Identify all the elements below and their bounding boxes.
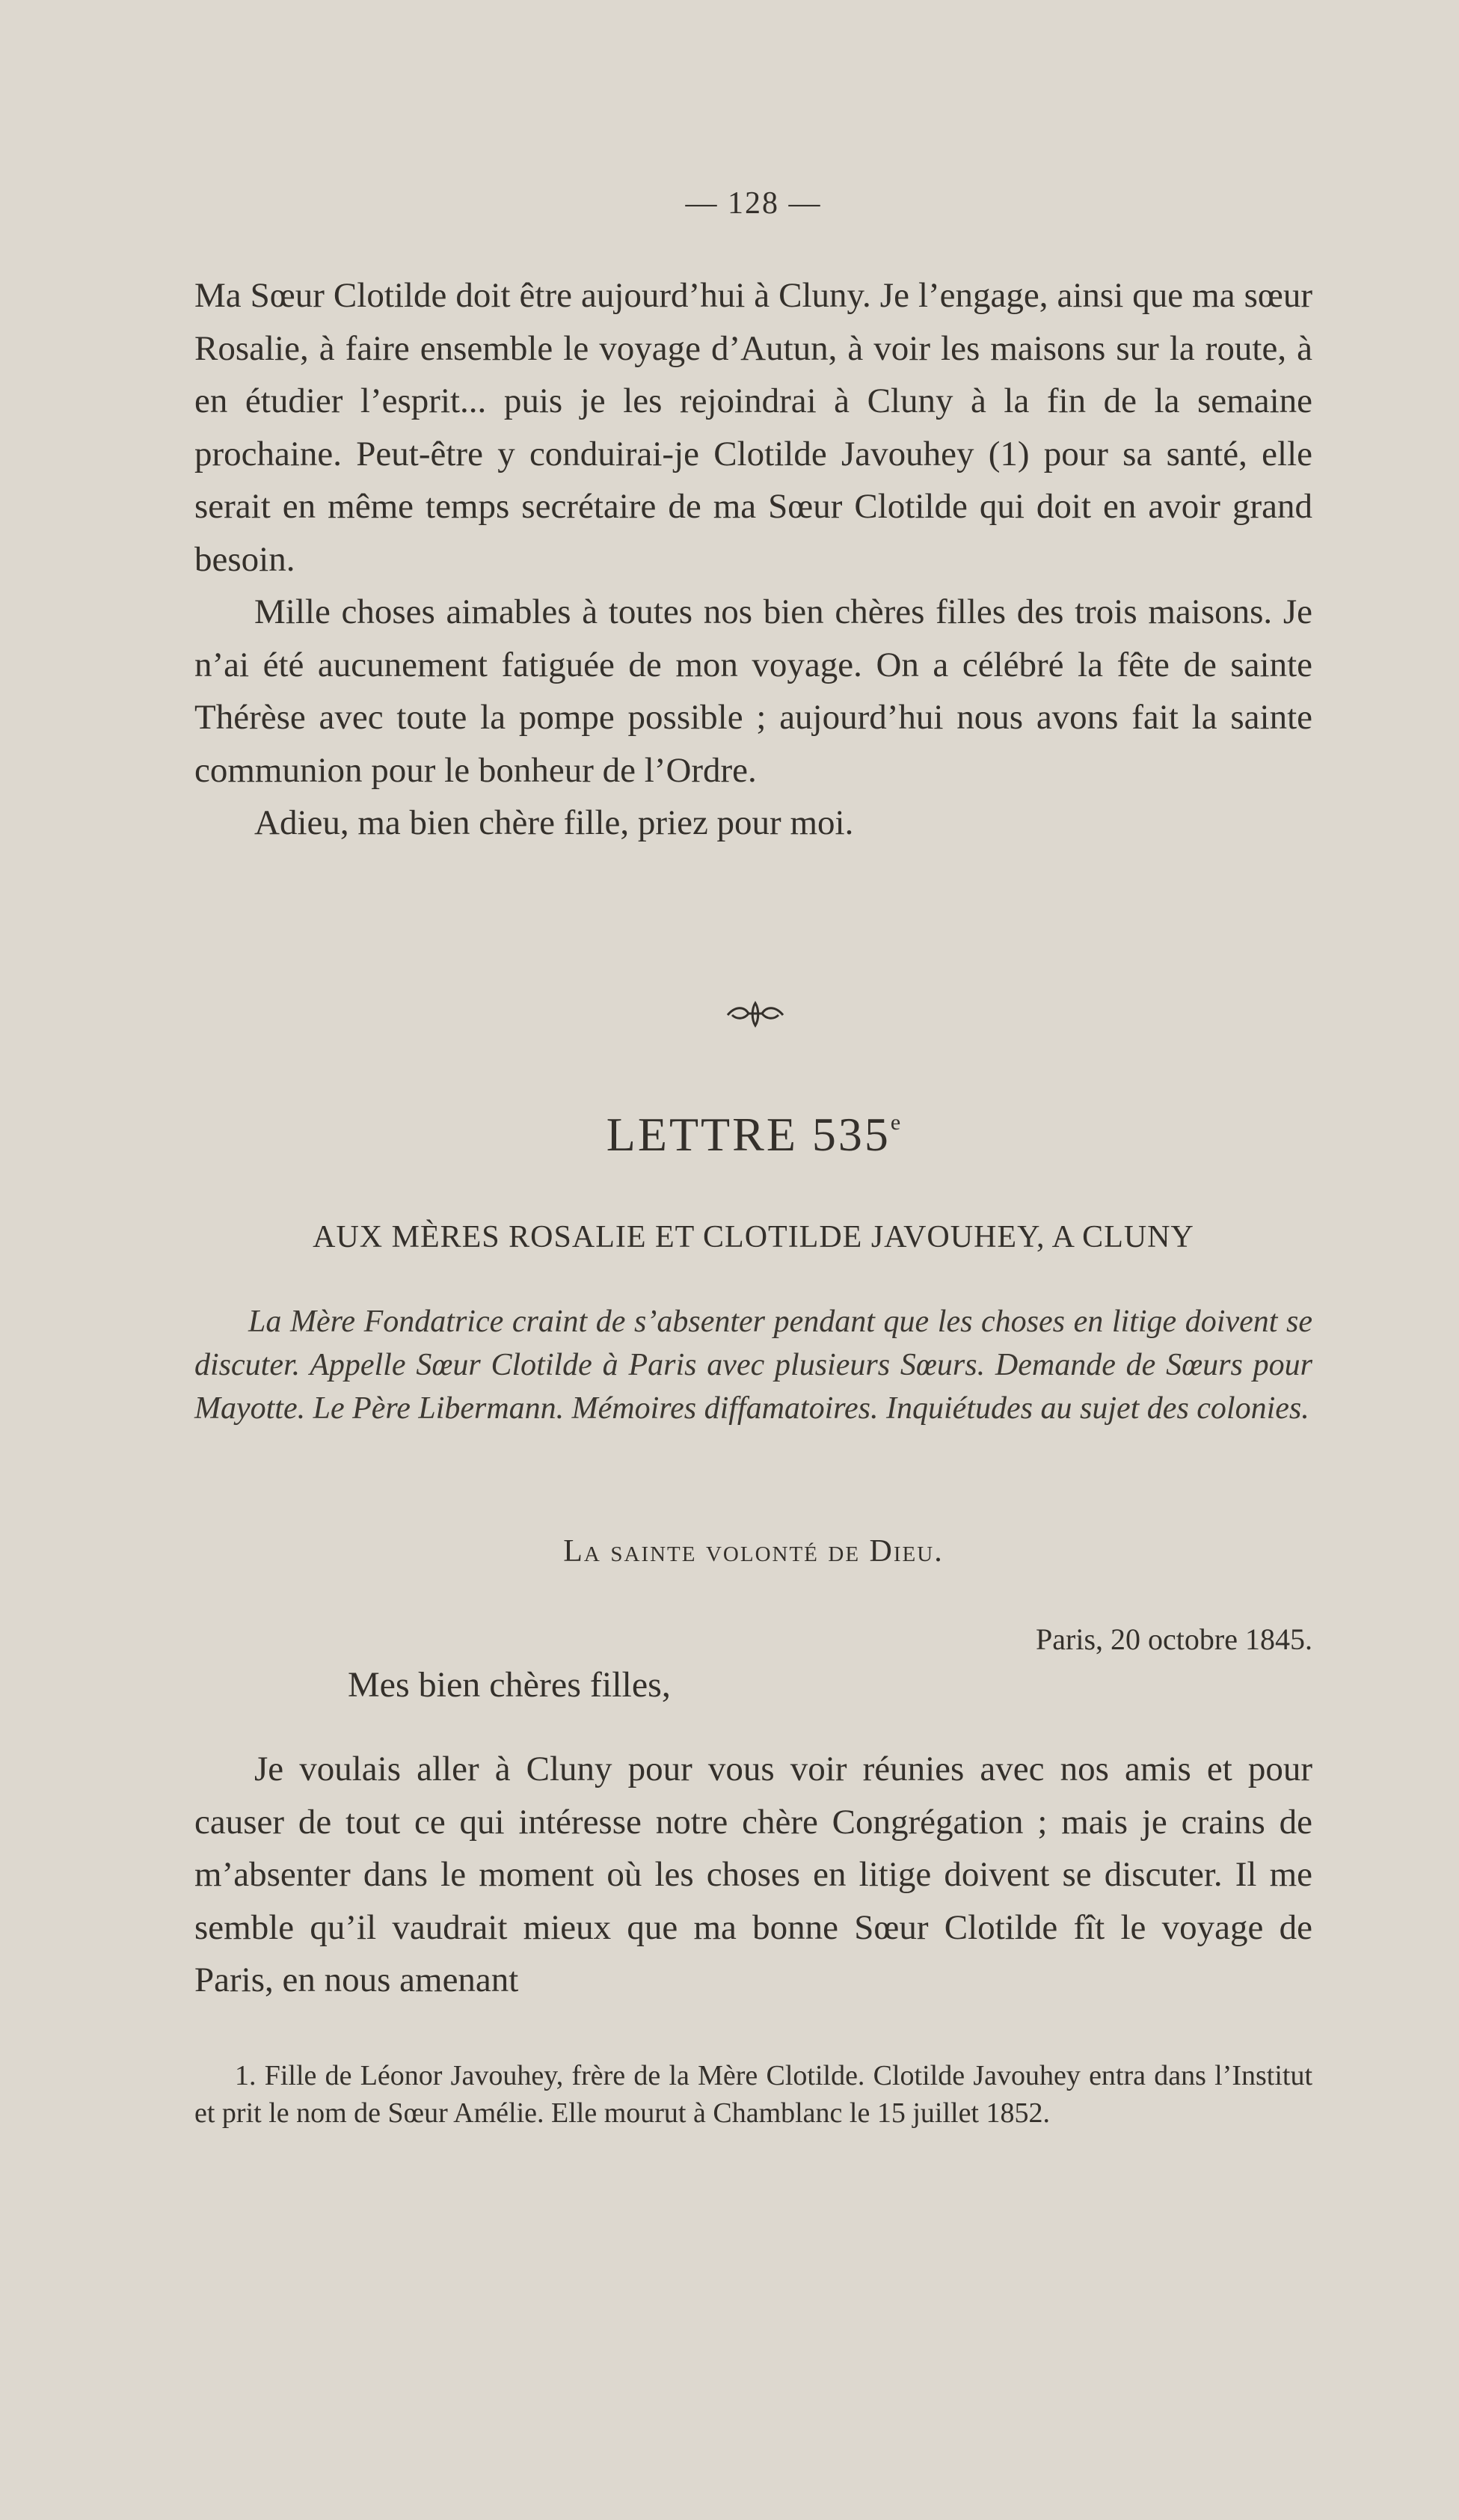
letter-title-superscript: e bbox=[890, 1110, 901, 1135]
paragraph: Mille choses aimables à toutes nos bien chères filles des trois maisons. Je n’ai été aucunement fatiguée de mon voyage. On a célébré la fête de sainte Thérèse avec toute la pompe possible ; aujourd’hui nous avons fait la sainte communion pour le bonheur de l’Ordre. bbox=[194, 592, 1312, 790]
paragraph: Je voulais aller à Cluny pour vous voir réunies avec nos amis et pour causer de tout ce qui intéresse notre chère Congrégation ; mais je crains de m’absenter dans le moment où les choses en litige doivent se discuter. Il me semble qu’il vaudrait mieux que ma bonne Sœur Clotilde fît le voyage de Paris, en nous amenant bbox=[194, 1750, 1312, 1999]
ornament-fleuron-icon bbox=[722, 999, 789, 1028]
page-number: — 128 — bbox=[685, 186, 822, 221]
letter-salutation: Mes bien chères filles, bbox=[348, 1665, 671, 1705]
paragraph: Ma Sœur Clotilde doit être aujourd’hui à Cluny. Je l’engage, ainsi que ma sœur Rosalie, à faire ensemble le voyage d’Autun, à voir les maisons sur la route, à en étudier l’esprit... puis je les rejoindrai à Cluny à la fin de la semaine prochaine. Peut-être y conduirai-je Clotilde Javouhey (1) pour sa santé, elle serait en même temps secrétaire de ma Sœur Clotilde qui doit en avoir grand besoin. bbox=[194, 276, 1312, 579]
book-page bbox=[194, 0, 1312, 2520]
paragraph: Adieu, ma bien chère fille, priez pour moi. bbox=[254, 803, 854, 842]
footnote: 1. Fille de Léonor Javouhey, frère de la Mère Clotilde. Clotilde Javouhey entra dans l’Institut et prit le nom de Sœur Amélie. Elle mourut à Chamblanc le 15 juillet 1852. bbox=[194, 2060, 1312, 2129]
letter-body bbox=[194, 1743, 1312, 2007]
letter-title: LETTRE 535e bbox=[606, 1108, 901, 1161]
letter-addressee: AUX MÈRES ROSALIE ET CLOTILDE JAVOUHEY, A CLUNY bbox=[313, 1220, 1194, 1254]
letter-motto: La sainte volonté de Dieu. bbox=[563, 1534, 944, 1569]
letter-summary: La Mère Fondatrice craint de s’absenter pendant que les choses en litige doivent se discuter. Appelle Sœur Clotilde à Paris avec plusieurs Sœurs. Demande de Sœurs pour Mayotte. Le Père Libermann. Mémoires diffamatoires. Inquiétudes au sujet des colonies. bbox=[194, 1305, 1312, 1426]
previous-letter-text bbox=[194, 269, 1312, 850]
letter-dateline: Paris, 20 octobre 1845. bbox=[1036, 1622, 1312, 1656]
